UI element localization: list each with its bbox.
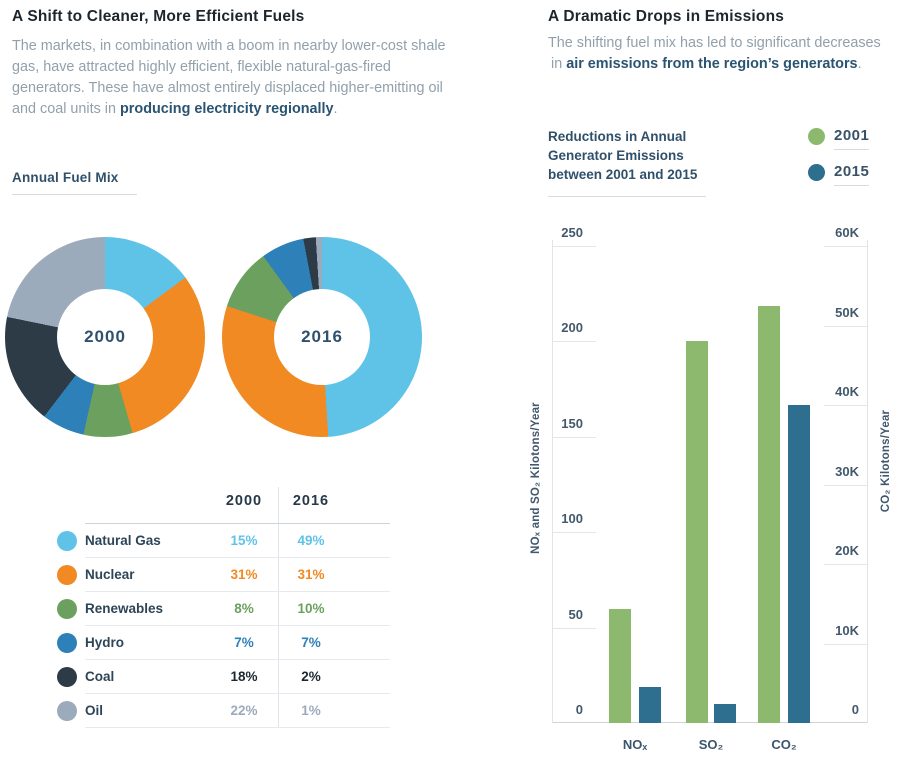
left-axis-title: NOₓ and SO₂ Kilotons/Year <box>530 402 542 554</box>
chart-legend <box>808 127 869 199</box>
table-row-nuclear <box>40 558 390 592</box>
x-label-so2: SO₂ <box>698 737 724 752</box>
intro-suffix: . <box>857 56 862 72</box>
fuel-color-dot <box>57 599 77 619</box>
legend-label: 2001 <box>834 127 869 150</box>
fuel-value-2016: 7% <box>301 635 321 650</box>
tick-label-right-10K: 10K <box>835 622 859 638</box>
tick-left-200 <box>553 341 596 342</box>
table-row-renewables <box>40 592 390 626</box>
fuel-value-2016: 10% <box>297 601 325 616</box>
fuel-name: Oil <box>85 703 104 718</box>
legend-label: 2015 <box>834 163 869 186</box>
legend-item-2015 <box>808 163 869 186</box>
fuel-value-2016: 2% <box>301 669 321 684</box>
intro-suffix: . <box>333 101 338 117</box>
fuel-name: Nuclear <box>85 567 135 582</box>
fuel-value-2000: 18% <box>230 669 258 684</box>
bar-nox-2001 <box>609 609 631 724</box>
fuel-mix-heading: Annual Fuel Mix <box>12 170 137 195</box>
table-row-natural-gas <box>40 524 390 558</box>
bar-nox-2015 <box>639 687 661 723</box>
donut-chart-2016 <box>222 237 422 437</box>
heading-line: Reductions in Annual <box>548 129 687 144</box>
fuel-color-dot <box>57 667 77 687</box>
fuel-value-2016: 31% <box>297 567 325 582</box>
fuel-value-2000: 22% <box>230 703 258 718</box>
fuel-color-dot <box>57 531 77 551</box>
tick-label-left-250: 250 <box>561 225 583 240</box>
tick-label-left-50: 50 <box>568 606 583 622</box>
tick-label-left-200: 200 <box>561 320 583 336</box>
right-intro-paragraph <box>548 33 900 75</box>
heading-line: between 2001 and 2015 <box>548 167 698 182</box>
fuel-name: Hydro <box>85 635 125 650</box>
heading-line: Generator Emissions <box>548 148 684 163</box>
fuel-value-2000: 8% <box>234 601 254 616</box>
donut-year-label: 2000 <box>84 327 126 346</box>
tick-left-50 <box>553 628 596 629</box>
bar-chart-heading <box>548 127 706 197</box>
tick-label-right-40K: 40K <box>835 384 859 399</box>
bar-chart-plot-area <box>552 225 868 752</box>
tick-left-100 <box>553 532 596 533</box>
table-row-oil <box>40 694 390 728</box>
fuel-color-dot <box>57 701 77 721</box>
tick-label-right-50K: 50K <box>835 304 859 320</box>
x-label-nox: NOₓ <box>622 737 648 752</box>
fuel-color-dot <box>57 633 77 653</box>
fuel-value-2000: 15% <box>230 533 258 548</box>
tick-left-150 <box>553 437 596 438</box>
tick-right-10K <box>824 644 867 645</box>
legend-dot-2001 <box>808 128 825 145</box>
x-label-co2: CO₂ <box>771 737 797 752</box>
legend-dot-2015 <box>808 164 825 181</box>
fuel-value-2000: 7% <box>234 635 254 650</box>
tick-label-left-100: 100 <box>561 511 583 527</box>
bar-co2-2001 <box>758 306 780 723</box>
intro-highlight: producing electricity regionally <box>120 101 334 117</box>
fuel-value-2016: 1% <box>301 703 321 718</box>
donut-year-label: 2016 <box>301 327 343 346</box>
intro-line2-prefix: in <box>551 56 567 72</box>
tick-label-right-60K: 60K <box>835 225 859 240</box>
table-row-coal <box>40 660 390 694</box>
fuel-name: Natural Gas <box>85 533 161 548</box>
fuel-name: Renewables <box>85 601 164 616</box>
table-header-2000: 2000 <box>225 493 263 509</box>
fuel-value-2000: 31% <box>230 567 258 582</box>
fuel-mix-table <box>40 487 390 732</box>
donut-chart-2000 <box>5 237 205 437</box>
left-intro-paragraph <box>12 36 446 120</box>
row-divider <box>85 727 390 728</box>
legend-item-2001 <box>808 127 869 150</box>
fuel-value-2016: 49% <box>297 533 325 548</box>
tick-right-30K <box>824 485 867 486</box>
left-section-title: A Shift to Cleaner, More Efficient Fuels <box>12 8 305 25</box>
tick-right-20K <box>824 564 867 565</box>
fuel-color-dot <box>57 565 77 585</box>
tick-right-60K <box>824 246 867 247</box>
bar-so2-2015 <box>714 704 736 723</box>
tick-label-right-30K: 30K <box>835 463 859 479</box>
tick-label-left-0: 0 <box>575 702 583 717</box>
tick-label-right-20K: 20K <box>835 543 859 558</box>
tick-right-40K <box>824 405 867 406</box>
tick-right-50K <box>824 326 867 327</box>
table-row-hydro <box>40 626 390 660</box>
intro-highlight: air emissions from the region’s generators <box>566 56 858 72</box>
bar-so2-2001 <box>686 341 708 723</box>
tick-label-right-0: 0 <box>851 702 859 717</box>
intro-line1: The shifting fuel mix has led to significant decreases <box>548 35 881 51</box>
right-axis-title: CO₂ Kilotons/Year <box>880 409 892 513</box>
bar-co2-2015 <box>788 405 810 723</box>
intro-text: The markets, in combination with a boom in nearby lower-cost shale gas, have attracted highly efficient, flexible natural-gas-fired generators. These have almost entirely displaced higher-emitting oil and coal units in <box>12 38 446 117</box>
tick-left-250 <box>553 246 596 247</box>
table-header-2016: 2016 <box>292 493 330 509</box>
tick-label-left-150: 150 <box>561 415 583 431</box>
x-axis-baseline <box>553 722 867 723</box>
right-section-title: A Dramatic Drops in Emissions <box>548 8 785 25</box>
fuel-name: Coal <box>85 669 115 684</box>
